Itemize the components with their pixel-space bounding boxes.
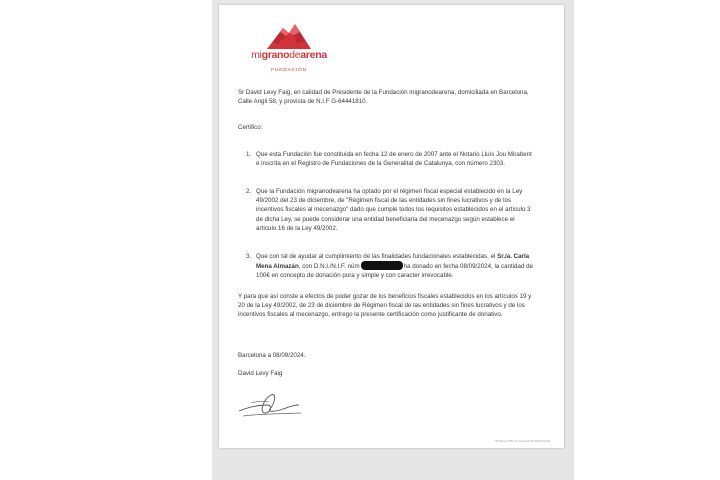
logo-word-de: de bbox=[289, 49, 301, 61]
closing-paragraph: Y para que así conste a efectos de poder gozar de los beneficios fiscales establecidos en los artículos 19 y 20 de la Ley 49/2002, de 23 de diciembre de Régimen fiscal de las entidades sin fines lucrativos y de los incentivos fiscales al mecenazgo, entrego la presente certificación como justificante de donativo. bbox=[238, 293, 532, 319]
item3-text-a: Que con tal de ayudar al cumplimiento de las finalidades fundacionales establecidas, el bbox=[256, 253, 498, 260]
item3-text-b: , con D.N.I./N.I.F. núm bbox=[298, 263, 360, 271]
logo-wordmark bbox=[239, 51, 339, 60]
redacted-id-block bbox=[361, 261, 403, 270]
item3-text-c: ha donado en fecha 08/09/2024, la cantidad de 100€ en concepto de donación pura y simple y con caracter irrevocable. bbox=[256, 263, 533, 280]
mountain-logo-icon bbox=[267, 22, 311, 50]
certifico-heading: Certifico: bbox=[238, 124, 263, 131]
signer-name: David Levy Faig bbox=[238, 370, 283, 377]
logo-word-mi: mi bbox=[251, 49, 262, 61]
certificate-page bbox=[219, 5, 564, 448]
list-item-number: 2. bbox=[246, 188, 252, 195]
intro-paragraph: Sr David Levy Faig, en calidad de Presidente de la Fundación migranodearena, domiciliada en Barcelona, Calle Angli 58, y provista de N.I.F G-64441810. bbox=[238, 89, 529, 106]
list-item-number: 3. bbox=[246, 253, 252, 260]
logo-subtitle: FUNDACIÓN bbox=[271, 68, 307, 73]
logo-word-grano: grano bbox=[261, 49, 290, 61]
list-item-text bbox=[256, 252, 536, 281]
logo-word-arena: arena bbox=[300, 49, 327, 61]
document-footer-code: 7f6f2ba4-f5fb-4cc9-9e42-6b30f6f04a48 bbox=[494, 439, 550, 443]
place-date: Barcelona a 08/09/2024. bbox=[238, 352, 306, 359]
list-item-text: Que esta Fundación fue constituida en fecha 12 de enero de 2007 ante el Notario Lluís Jou Mirabent e inscrita en el Registro de Fundaciones de la Generalitat de Catalunya, con número 2303. bbox=[256, 151, 532, 168]
list-item-number: 1. bbox=[246, 151, 252, 158]
list-item-text: Que la Fundación migranodearena ha optado por el régimen fiscal especial establecido en la Ley 49/2002 del 23 de diciembre, de "Régimen fiscal de las entidades sin fines lucrativos y de los incentivos fiscales al mecenazgo" dado que cumple todos los requisitos establecidos en el artículo 3 de dicha Ley, se puede considerar una entidad beneficiaria del mecenazgo según establece el artículo 16 de la Ley 49/2002. bbox=[256, 188, 531, 232]
foundation-logo bbox=[239, 22, 339, 80]
handwritten-signature bbox=[237, 389, 307, 421]
donor-name: Sr./a. Carla Mena Almazán bbox=[256, 253, 530, 271]
